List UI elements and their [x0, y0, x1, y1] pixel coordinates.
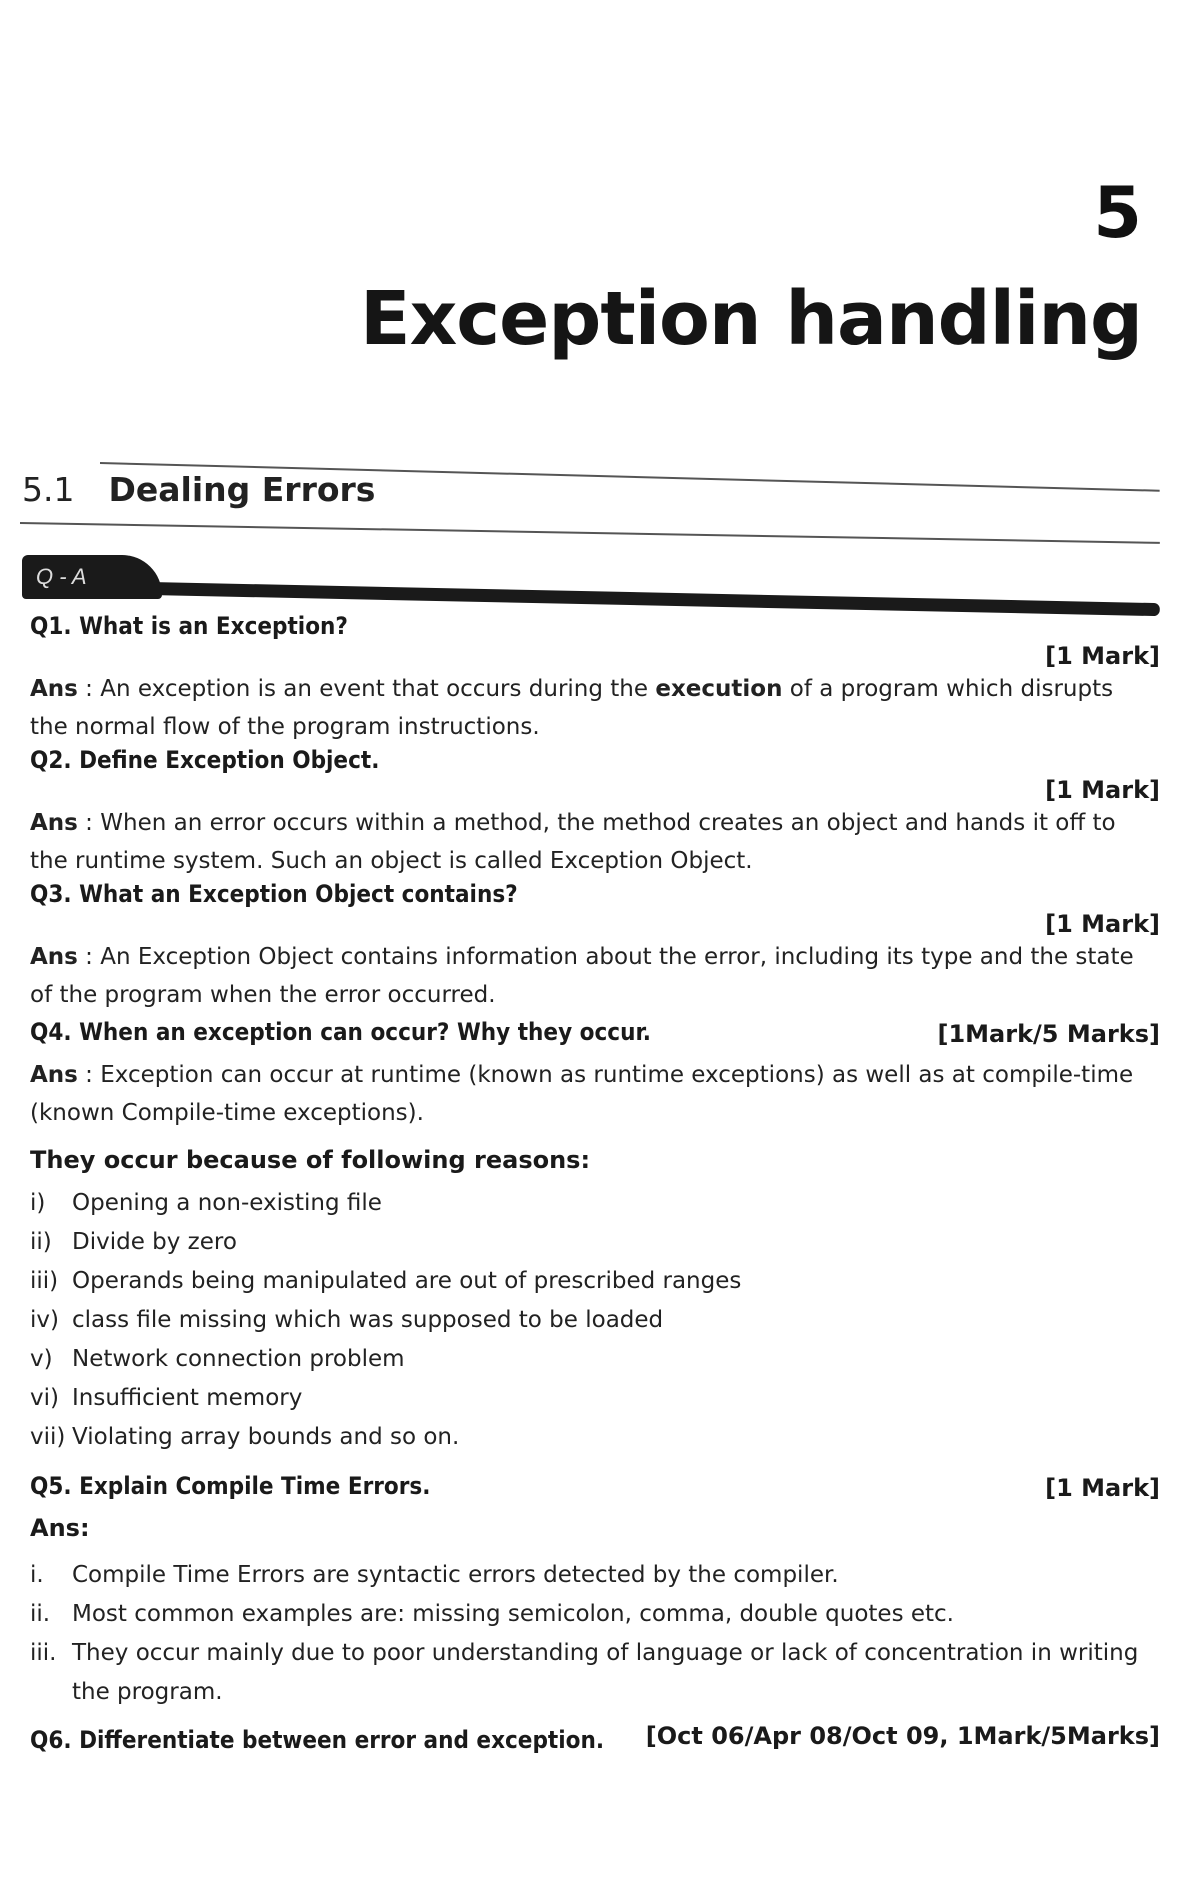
- answer-label: Ans: [30, 676, 78, 702]
- question-6-marks: [Oct 06/Apr 08/Oct 09, 1Mark/5Marks]: [645, 1722, 1160, 1750]
- question-1-marks: [1 Mark]: [1045, 642, 1160, 670]
- list-item: ii. Most common examples are: missing semicolon, comma, double quotes etc.: [30, 1601, 954, 1627]
- question-1: Q1. What is an Exception?: [30, 612, 348, 640]
- chapter-title: Exception handling: [360, 276, 1142, 362]
- question-3-marks: [1 Mark]: [1045, 910, 1160, 938]
- section-title: Dealing Errors: [108, 470, 376, 509]
- question-4-marks: [1Mark/5 Marks]: [937, 1020, 1160, 1048]
- question-4: Q4. When an exception can occur? Why they occur.: [30, 1018, 651, 1046]
- compile-errors-list: [30, 1556, 1160, 1712]
- answer-label: Ans: [30, 1062, 78, 1088]
- question-2-marks: [1 Mark]: [1045, 776, 1160, 804]
- answer-1: Ans : An exception is an event that occurs during the execution of a program which disrupts the normal flow of the program instructions.: [30, 676, 1114, 740]
- list-item: iii) Operands being manipulated are out of prescribed ranges: [30, 1268, 742, 1294]
- question-block-5: [30, 1472, 1160, 1712]
- question-5-marks: [1 Mark]: [1045, 1474, 1160, 1502]
- section-number: 5.1: [22, 470, 75, 509]
- list-item: i. Compile Time Errors are syntactic errors detected by the compiler.: [30, 1562, 839, 1588]
- question-block-3: [30, 880, 1160, 1014]
- answer-3: Ans : An Exception Object contains information about the error, including its type and the state of the program when the error occurred.: [30, 944, 1134, 1008]
- list-item: iii. They occur mainly due to poor understanding of language or lack of concentration in writing the program.: [30, 1640, 1139, 1705]
- chapter-number: 5: [1093, 172, 1142, 254]
- question-block-6: [30, 1722, 1160, 1754]
- list-item: v) Network connection problem: [30, 1346, 405, 1372]
- section-heading: [22, 470, 375, 509]
- answer-5-label: Ans:: [30, 1514, 90, 1542]
- section-rule-bottom: [20, 522, 1160, 544]
- qa-banner-tag: Q - A: [22, 555, 162, 599]
- question-block-4: [30, 1018, 1160, 1457]
- question-block-1: [30, 612, 1160, 746]
- question-block-2: [30, 746, 1160, 880]
- reasons-list: [30, 1184, 1160, 1457]
- list-item: ii) Divide by zero: [30, 1229, 237, 1255]
- reasons-heading: They occur because of following reasons:: [30, 1146, 591, 1174]
- answer-label: Ans: [30, 944, 78, 970]
- answer-2: Ans : When an error occurs within a method, the method creates an object and hands it off to the runtime system. Such an object is called Exception Object.: [30, 810, 1116, 874]
- answer-label: Ans: [30, 810, 78, 836]
- list-item: vii) Violating array bounds and so on.: [30, 1424, 460, 1450]
- question-6: Q6. Differentiate between error and exception.: [30, 1726, 605, 1754]
- question-2: Q2. Define Exception Object.: [30, 746, 380, 774]
- question-5: Q5. Explain Compile Time Errors.: [30, 1472, 431, 1500]
- list-item: i) Opening a non-existing file: [30, 1190, 382, 1216]
- list-item: vi) Insufficient memory: [30, 1385, 303, 1411]
- list-item: iv) class file missing which was supposed to be loaded: [30, 1307, 664, 1333]
- answer-4: Ans : Exception can occur at runtime (known as runtime exceptions) as well as at compile-time (known Compile-time exceptions).: [30, 1062, 1134, 1126]
- question-3: Q3. What an Exception Object contains?: [30, 880, 518, 908]
